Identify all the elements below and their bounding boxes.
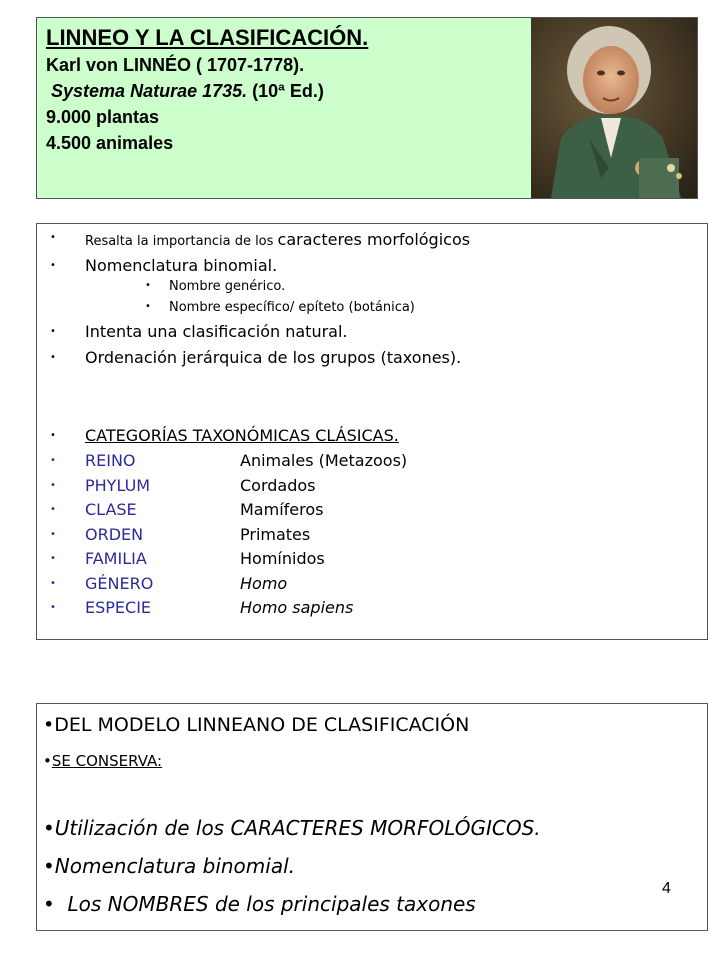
- item-natural-classification: Intenta una clasificación natural.: [85, 322, 348, 341]
- bullet: •: [50, 232, 56, 243]
- conclusion-morphological: Utilización de los CARACTERES MORFOLÓGICOS.: [54, 816, 541, 840]
- bullet: •: [50, 326, 56, 337]
- taxonomy-example: Animales (Metazoos): [240, 451, 408, 470]
- plants-count: 9.000 plantas: [46, 107, 160, 127]
- bullet: •: [145, 280, 151, 291]
- bullet: •: [50, 260, 56, 271]
- conclusion-line: •Nomenclatura binomial.: [43, 854, 295, 878]
- header-text-panel: [37, 18, 531, 198]
- sub-specific-name: Nombre específico/ epíteto (botánica): [169, 300, 415, 315]
- conclusion-line: •SE CONSERVA:: [43, 752, 163, 770]
- bullet: •: [50, 430, 56, 441]
- item-morphological: [85, 230, 470, 249]
- conclusion-binomial: Nomenclatura binomial.: [54, 854, 295, 878]
- taxonomy-rank: ESPECIE: [85, 598, 152, 617]
- taxonomy-example: Homo: [240, 573, 288, 593]
- portrait-of-linnaeus-image: [531, 18, 697, 198]
- taxonomy-rank: FAMILIA: [85, 549, 147, 568]
- bullet: •: [50, 577, 56, 589]
- taxonomy-example: Cordados: [240, 475, 316, 495]
- taxonomy-rank: CLASE: [85, 500, 137, 519]
- taxonomy-example: Homo sapiens: [240, 598, 354, 617]
- conclusion-subheading: SE CONSERVA:: [51, 752, 163, 770]
- bullet: •: [50, 553, 56, 564]
- bullet: •: [50, 352, 56, 363]
- characteristics-box: [36, 223, 708, 640]
- taxonomy-rank: PHYLUM: [85, 475, 151, 495]
- header-box: [36, 17, 698, 199]
- conclusion-box: [36, 703, 708, 931]
- bullet: •: [50, 504, 56, 515]
- header-text: [46, 24, 368, 156]
- linnaeus-name-dates: Karl von LINNÉO ( 1707-1778).: [46, 55, 305, 75]
- sub-generic-name: Nombre genérico.: [169, 279, 286, 294]
- item-binomial: Nomenclatura binomial.: [85, 256, 278, 275]
- systema-naturae-line: [46, 78, 368, 104]
- item-hierarchy: Ordenación jerárquica de los grupos (taxones).: [85, 348, 462, 367]
- bullet: •: [50, 602, 56, 613]
- conclusion-line: • Los NOMBRES de los principales taxones: [43, 892, 476, 916]
- animals-count: 4.500 animales: [46, 133, 174, 153]
- taxonomy-rank: GÉNERO: [85, 573, 154, 593]
- conclusion-line: •Utilización de los CARACTERES MORFOLÓGICOS.: [43, 816, 541, 840]
- edition-label: (10ª Ed.): [247, 81, 324, 101]
- taxonomy-example: Primates: [240, 524, 311, 544]
- taxonomy-rank: REINO: [85, 451, 136, 470]
- conclusion-heading: DEL MODELO LINNEANO DE CLASIFICACIÓN: [54, 714, 470, 736]
- taxonomy-example: Mamíferos: [240, 500, 324, 519]
- systema-naturae-title: Systema Naturae 1735.: [51, 81, 248, 101]
- conclusion-line: •DEL MODELO LINNEANO DE CLASIFICACIÓN: [43, 714, 470, 736]
- bullet: •: [50, 528, 56, 540]
- slide-title: LINNEO Y LA CLASIFICACIÓN.: [46, 25, 369, 50]
- bullet: •: [50, 455, 56, 466]
- item-morphological-emphasis: caracteres morfológicos: [277, 230, 471, 249]
- conclusion-names: Los NOMBRES de los principales taxones: [67, 892, 476, 916]
- taxonomy-rank: ORDEN: [85, 524, 144, 544]
- taxonomy-example: Homínidos: [240, 549, 325, 568]
- page-number: 4: [662, 880, 671, 897]
- bullet: •: [145, 301, 151, 312]
- item-morphological-prefix: Resalta la importancia de los: [85, 234, 278, 249]
- taxonomy-heading: CATEGORÍAS TAXONÓMICAS CLÁSICAS.: [85, 426, 399, 445]
- bullet: •: [50, 479, 56, 491]
